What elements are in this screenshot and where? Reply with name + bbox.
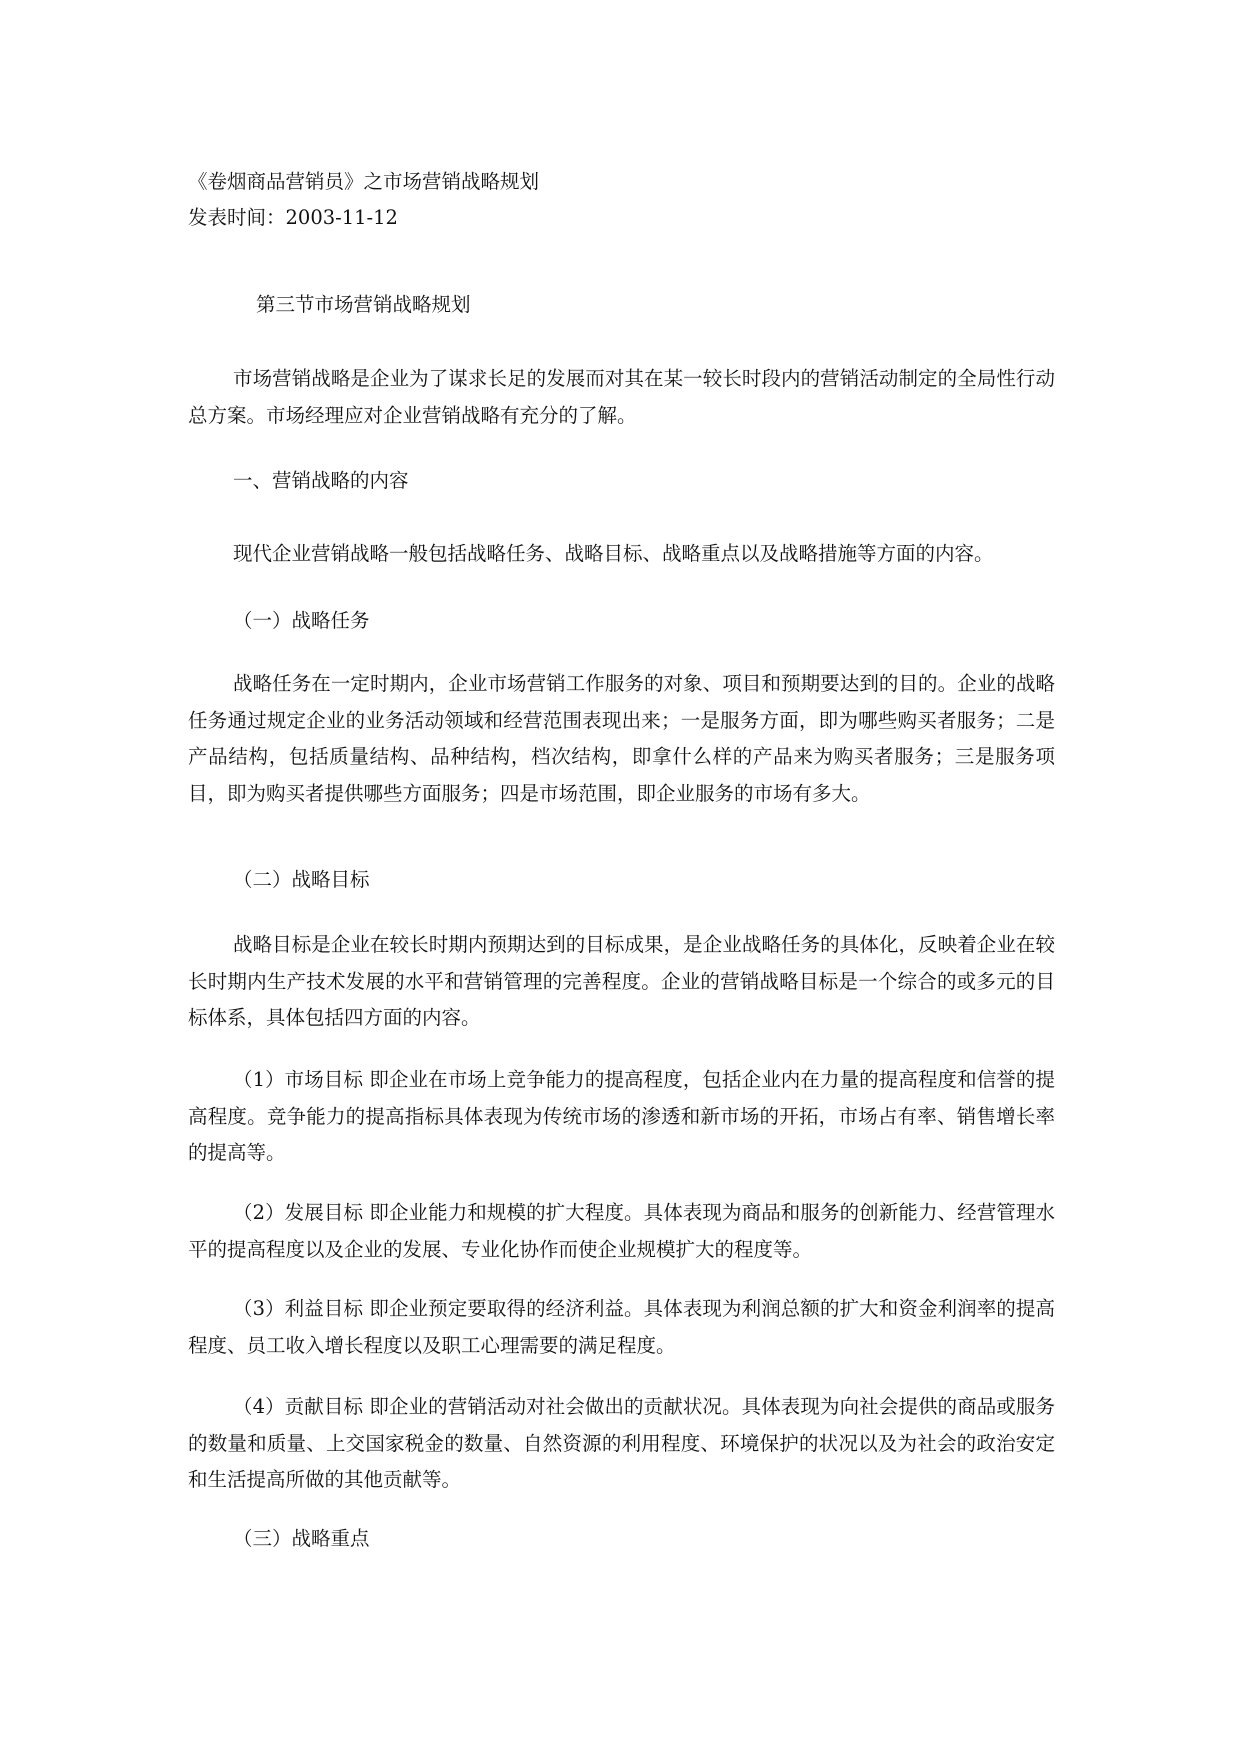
goal-item-profit: （3）利益目标 即企业预定要取得的经济利益。具体表现为利润总额的扩大和资金利润率的提高程度、员工收入增长程度以及职工心理需要的满足程度。 [188, 1297, 1055, 1357]
goal-paragraph: 战略目标是企业在较长时期内预期达到的目标成果，是企业战略任务的具体化，反映着企业在较长时期内生产技术发展的水平和营销管理的完善程度。企业的营销战略目标是一个综合的或多元的目标体系，具体包括四方面的内容。 [188, 933, 1055, 1029]
goal-item-market: （1）市场目标 即企业在市场上竞争能力的提高程度，包括企业内在力量的提高程度和信誉的提高程度。竞争能力的提高指标具体表现为传统市场的渗透和新市场的开拓，市场占有率、销售增长率的提高等。 [188, 1068, 1055, 1164]
intro-paragraph: 市场营销战略是企业为了谋求长足的发展而对其在某一较长时段内的营销活动制定的全局性行动总方案。市场经理应对企业营销战略有充分的了解。 [188, 367, 1055, 427]
sub-heading-goal: （二）战略目标 [233, 868, 370, 891]
document-title: 《卷烟商品营销员》之市场营销战略规划 [188, 170, 540, 193]
goal-item-development: （2）发展目标 即企业能力和规模的扩大程度。具体表现为商品和服务的创新能力、经营管理水平的提高程度以及企业的发展、专业化协作而使企业规模扩大的程度等。 [188, 1201, 1055, 1261]
goal-item-contribution: （4）贡献目标 即企业的营销活动对社会做出的贡献状况。具体表现为向社会提供的商品或服务的数量和质量、上交国家税金的数量、自然资源的利用程度、环境保护的状况以及为社会的政治安定和生活提高所做的其他贡献等。 [188, 1395, 1055, 1491]
sub-heading-focus: （三）战略重点 [233, 1527, 370, 1550]
section-heading: 第三节市场营销战略规划 [256, 293, 471, 316]
sub-heading-task: （一）战略任务 [233, 609, 370, 632]
task-paragraph: 战略任务在一定时期内，企业市场营销工作服务的对象、项目和预期要达到的目的。企业的战略任务通过规定企业的业务活动领域和经营范围表现出来；一是服务方面，即为哪些购买者服务；二是产品结构，包括质量结构、品种结构，档次结构，即拿什么样的产品来为购买者服务；三是服务项目，即为购买者提供哪些方面服务；四是市场范围，即企业服务的市场有多大。 [188, 672, 1055, 805]
contents-paragraph: 现代企业营销战略一般包括战略任务、战略目标、战略重点以及战略措施等方面的内容。 [233, 542, 994, 565]
publish-date: 发表时间：2003-11-12 [188, 206, 398, 229]
heading-contents: 一、营销战略的内容 [233, 469, 409, 492]
